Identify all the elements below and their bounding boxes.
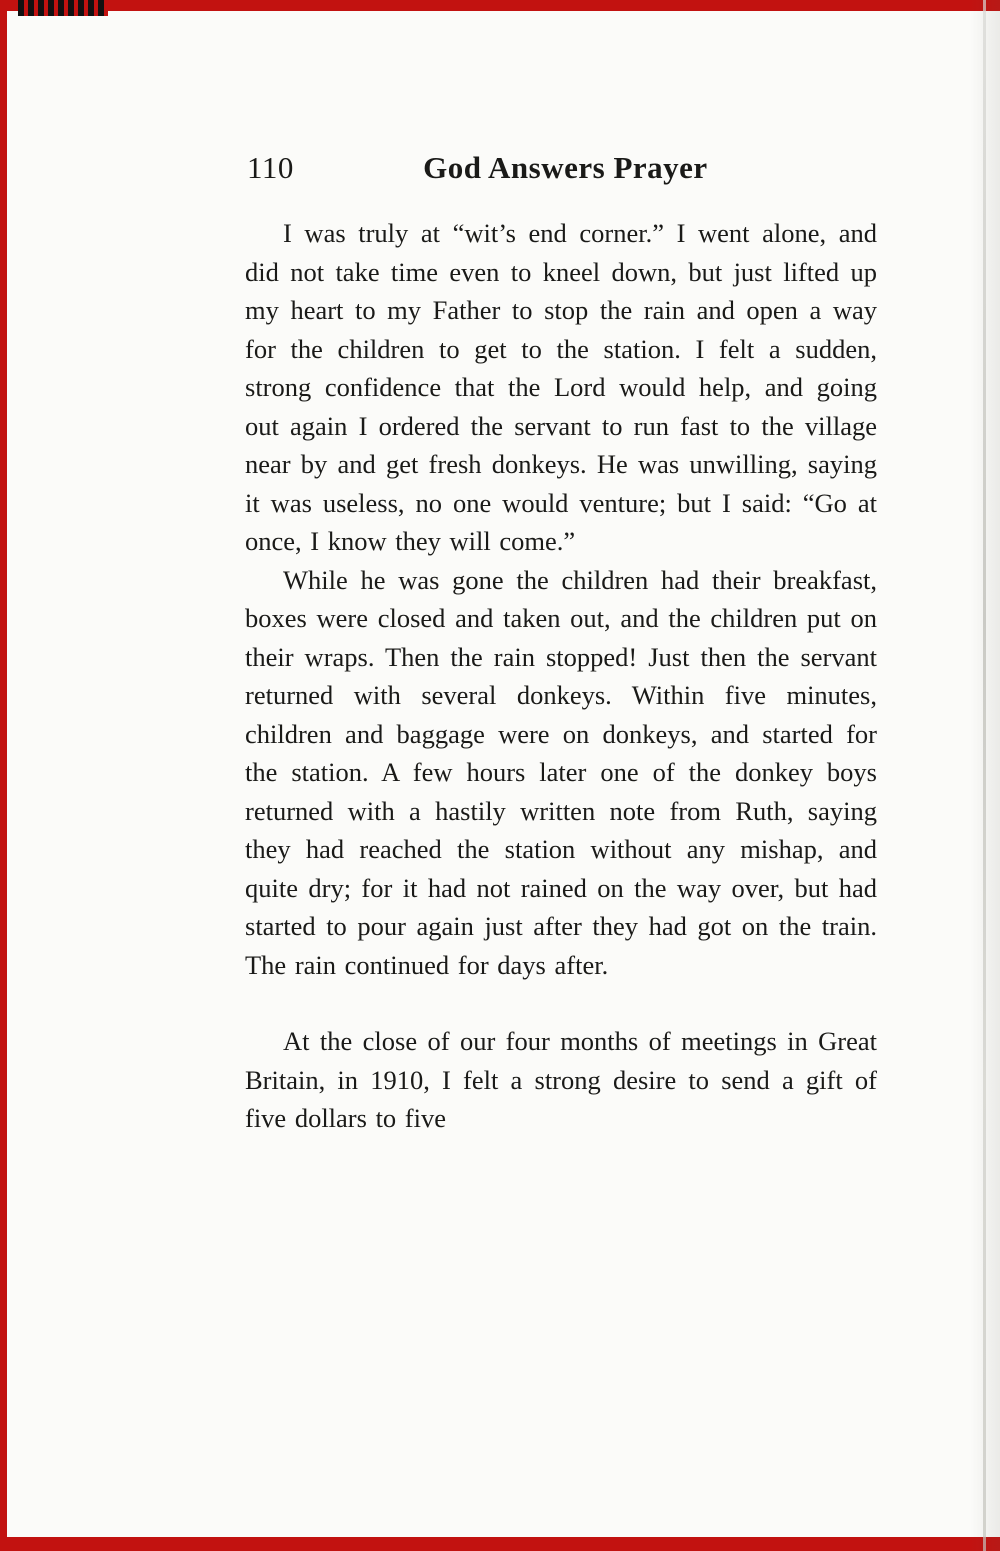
running-head [245,150,877,186]
paragraph: I was truly at “wit’s end corner.” I went alone, and did not take time even to kneel down, but just lifted up my heart to my Father to stop the rain and open a way for the children to get to the station. I felt a sudden, strong confidence that the Lord would help, and going out again I ordered the servant to run fast to the village near by and get fresh donkeys. He was unwilling, saying it was useless, no one would venture; but I said: “Go at once, I know they will come.” [245,218,877,556]
scan-edge-bottom [0,1537,1000,1551]
book-page [245,150,877,1138]
page-gutter-line [983,0,986,1551]
page-number: 110 [247,150,294,185]
paragraph: While he was gone the children had their breakfast, boxes were closed and taken out, and the children put on their wraps. Then the rain stopped! Just then the servant returned with several donkeys. Within five minutes, children and baggage were on donkeys, and started for the station. A few hours later one of the donkey boys returned with a hastily written note from Ruth, saying they had reached the station without any mishap, and quite dry; for it had not rained on the way over, but had started to pour again just after they had got on the train. The rain continued for days after. [245,564,877,980]
scan-corner-marks [18,0,108,16]
scan-edge-left [0,0,7,1551]
paragraph: At the close of our four months of meetings in Great Britain, in 1910, I felt a strong desire to send a gift of five dollars to five [245,1026,877,1133]
page-title: God Answers Prayer [423,150,708,185]
body-text [245,214,877,1138]
scan-edge-top [0,0,1000,11]
